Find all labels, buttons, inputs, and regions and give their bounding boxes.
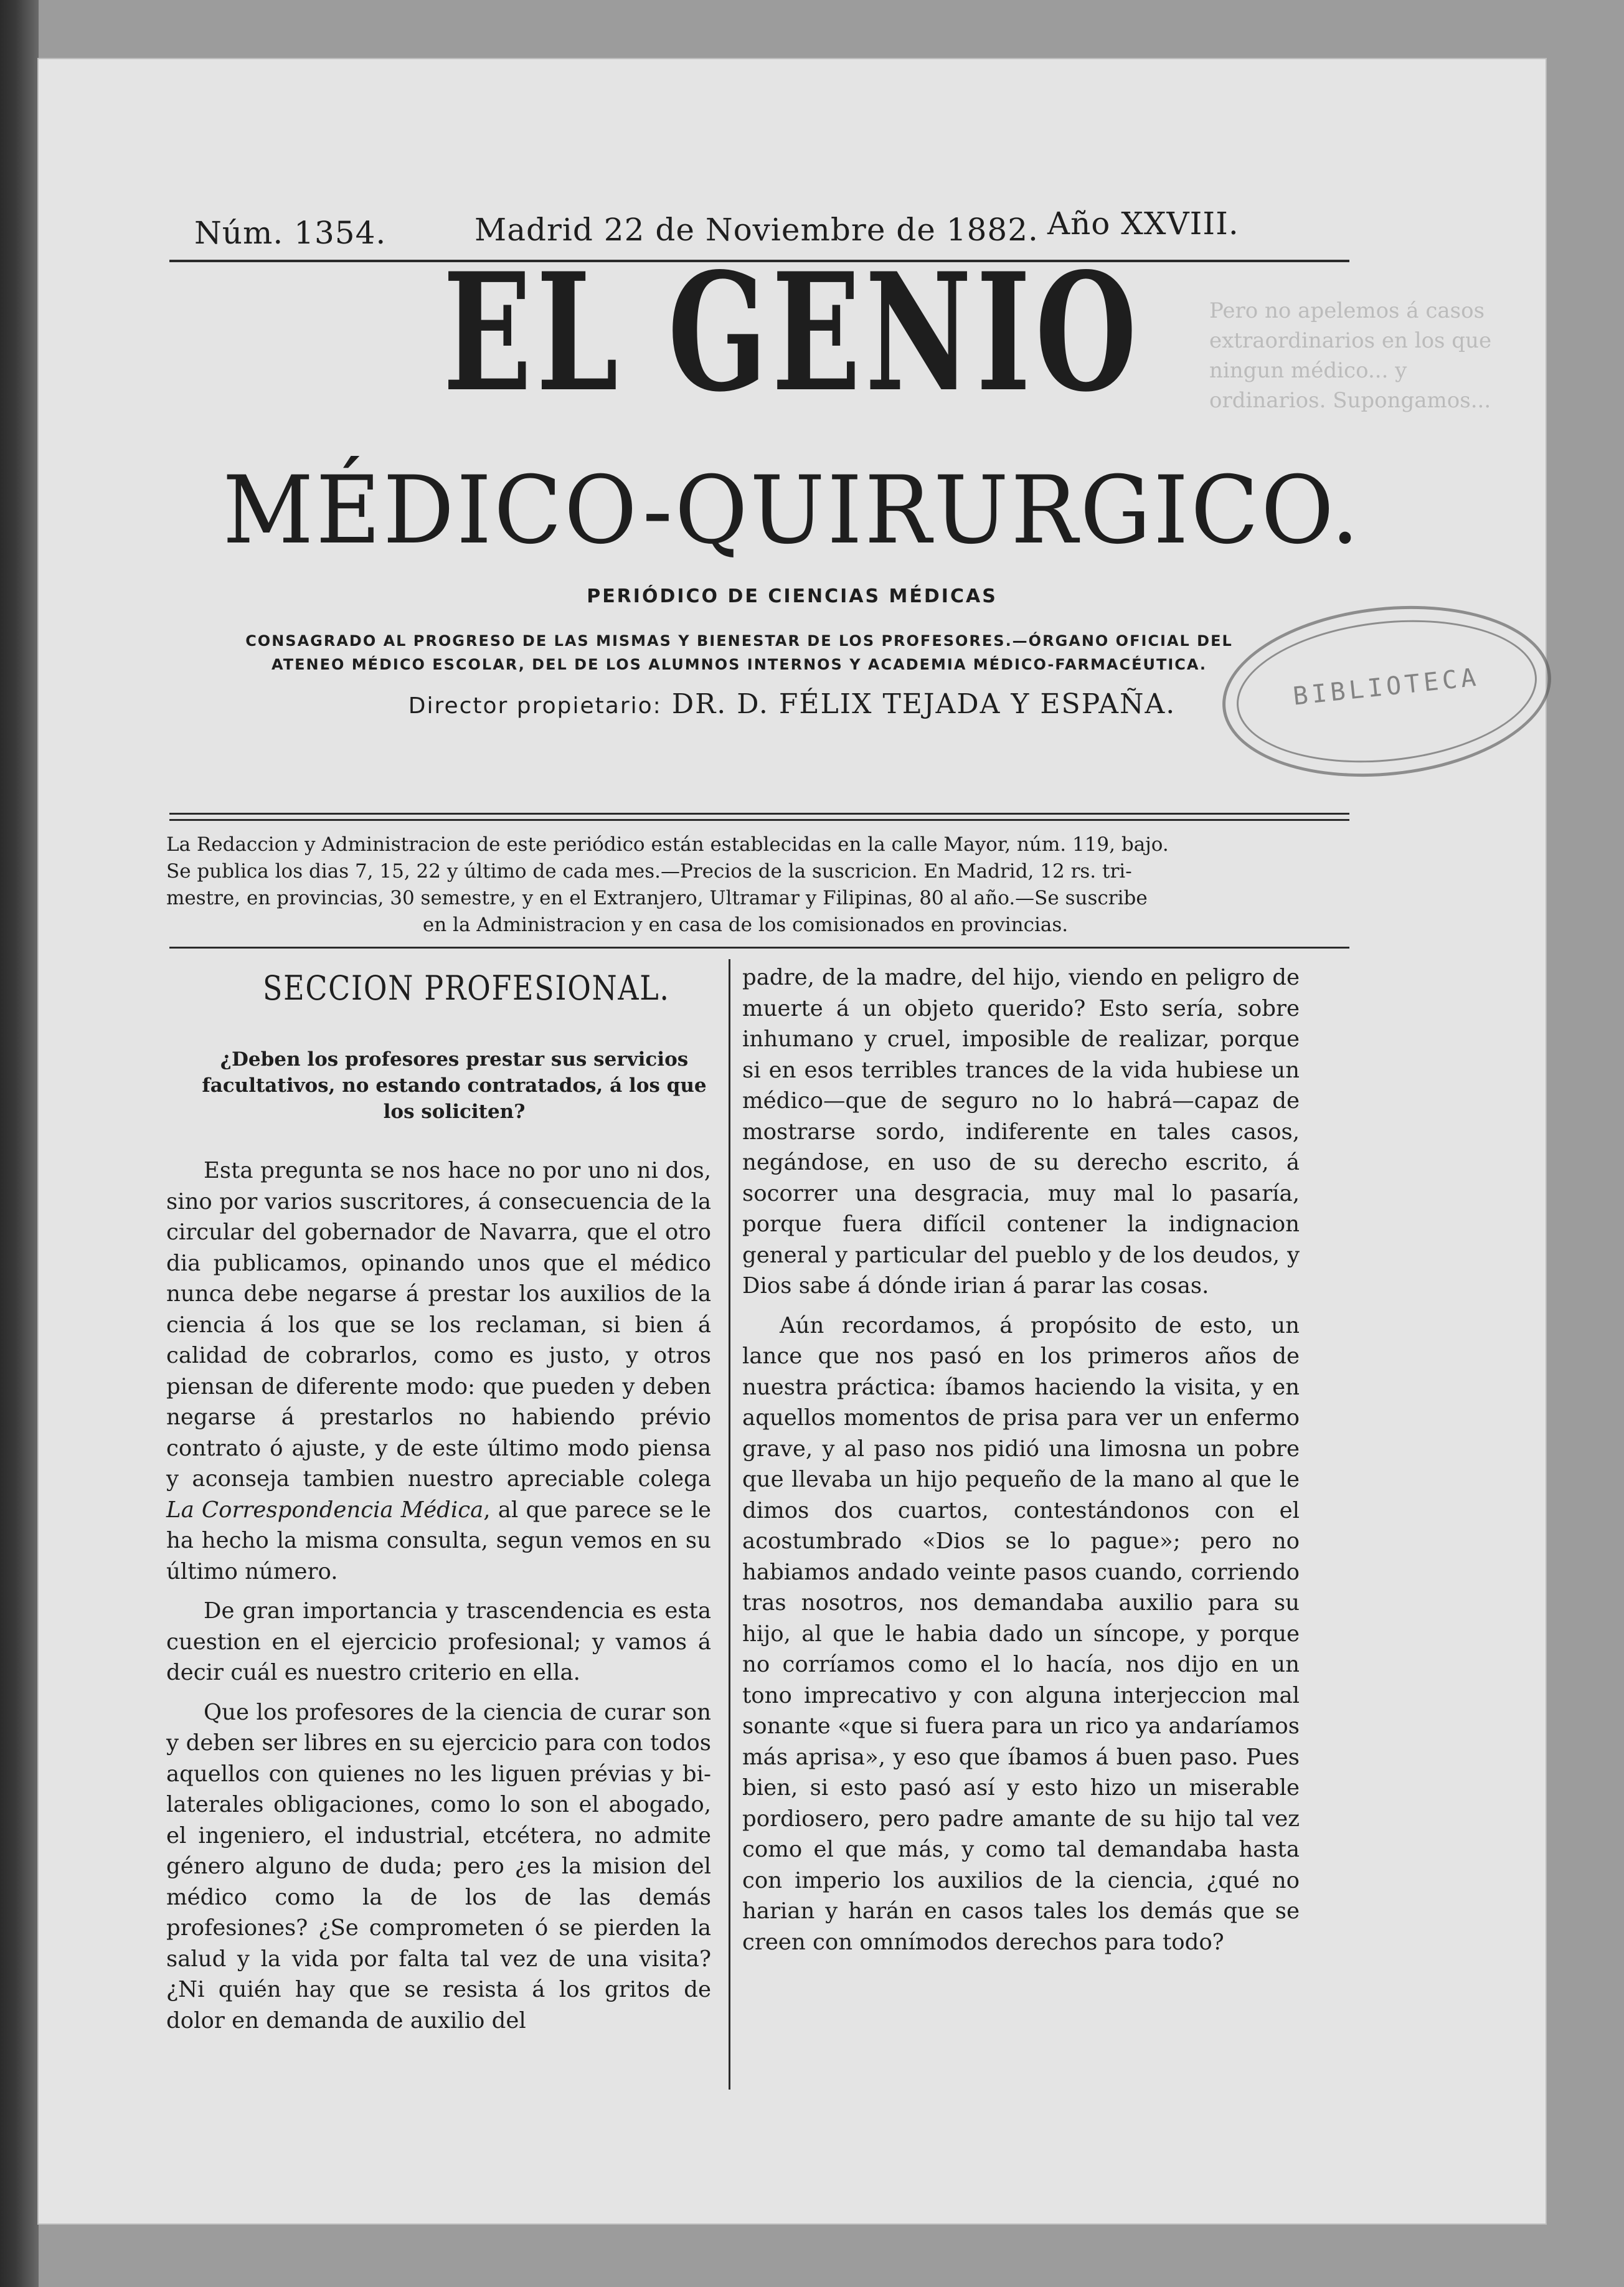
left-column <box>166 1155 711 2036</box>
right-paragraph-2: Aún recordamos, á propósito de esto, un lance que nos pasó en los primeros años de nuestra práctica: íbamos haciendo la visita, y en aquellos momentos de prisa para ver un enfermo grave, y al paso nos pidió una limosna un pobre que llevaba un hijo pequeño de la mano al que le dimos dos cuartos, contestándonos con el acostumbrado «Dios se lo pague»; pero no habiamos andado veinte pasos cuando, corriendo tras nosotros, nos demandaba auxilio para su hijo, al que le habia dado un síncope, y porque no corríamos como el lo hacía, nos dijo en un tono imprecativo y con alguna interjeccion mal sonante «que si fuera para un rico ya andaríamos más aprisa», y eso que íbamos á buen paso. Pues bien, si esto pasó así y esto hizo un miserable pordiosero, pero padre amante de su hijo tal vez como el que más, y como tal demandaba hasta con imperio los auxilios de la ciencia, ¿qué no harian y harán en casos tales los demás que se creen con omnímodos derechos para todo? <box>742 1312 1300 1955</box>
section-heading: SECCION PROFESIONAL. <box>263 968 670 1008</box>
right-column <box>742 962 1300 1958</box>
subscription-notice <box>166 831 1324 939</box>
left-p1-end: , al que parece se le ha hecho la misma consulta, segun vemos en su último número. <box>166 1497 712 1584</box>
notice-line-1: La Redaccion y Administracion de este periódico están establecidas en la calle Mayor, núm. 119, bajo. <box>166 833 1169 856</box>
dedication-line-2: ATENEO MÉDICO ESCOLAR, DEL DE LOS ALUMNOS INTERNOS Y ACADEMIA MÉDICO-FARMACÉUTICA. <box>271 656 1207 673</box>
director-label: Director propietario: <box>408 693 662 719</box>
book-binding-edge <box>0 0 39 2287</box>
right-paragraph-1: padre, de la madre, del hijo, viendo en peligro de muerte á un objeto querido? Esto sería, sobre inhumano y cruel, imposible de realizar, porque si en esos terribles trances de la vida hubiese un médico—que de seguro no lo habrá—capaz de mostrarse sordo, indiferente en tales casos, negándose, en uso de su derecho escrito, á socorrer una desgracia, muy mal lo pasaría, porque fuera difícil contener la indignacion general y particular del pueblo y de los deudos, y Dios sabe á dónde irian á parar las cosas. <box>742 965 1300 1299</box>
notice-line-3: mestre, en provincias, 30 semestre, y en el Extranjero, Ultramar y Filipinas, 80 al año.—Se suscribe <box>166 887 1148 909</box>
left-paragraph-2: De gran importancia y trascendencia es esta cuestion en el ejercicio profesional; y vamos á decir cuál es nuestro criterio en ella. <box>166 1598 711 1685</box>
question-line-2: facultativos, no estando contratados, á los que <box>202 1074 707 1097</box>
issue-year: Año XXVIII. <box>1047 206 1239 242</box>
newspaper-dedication <box>194 629 1284 676</box>
left-paragraph-1 <box>166 1155 711 1587</box>
issue-date: Madrid 22 de Noviembre de 1882. <box>474 212 1039 248</box>
newspaper-title: EL GENIO <box>443 238 1141 428</box>
notice-line-2: Se publica los dias 7, 15, 22 y último de cada mes.—Precios de la suscricion. En Madrid, 12 rs. tri- <box>166 860 1132 883</box>
notice-rule-top-1 <box>169 813 1349 815</box>
notice-rule-top-2 <box>169 819 1349 821</box>
newspaper-page <box>39 59 1546 2223</box>
question-line-3: los soliciten? <box>383 1101 526 1123</box>
column-divider <box>729 959 730 2090</box>
director-name: DR. D. FÉLIX TEJADA Y ESPAÑA. <box>671 688 1176 720</box>
dedication-line-1: CONSAGRADO AL PROGRESO DE LAS MISMAS Y BIENESTAR DE LOS PROFESORES.—ÓRGANO OFICIAL DEL <box>245 632 1233 650</box>
library-stamp <box>1214 590 1559 792</box>
stamp-text: BIBLIOTECA <box>1291 663 1481 711</box>
newspaper-tagline: PERIÓDICO DE CIENCIAS MÉDICAS <box>587 585 998 607</box>
issue-number: Núm. 1354. <box>194 215 387 251</box>
question-line-1: ¿Deben los profesores prestar sus servicios <box>220 1048 689 1071</box>
left-p1-journal: La Correspondencia Médica <box>166 1497 484 1523</box>
left-p1-text: Esta pregunta se nos hace no por uno ni dos, sino por varios suscritores, á consecuencia de la circular del gobernador de Navarra, que el otro dia publicamos, opinando unos que el médico nunca debe negarse á prestar los auxilios de la ciencia á los que se los reclaman, si bien á calidad de cobrarlos, como es justo, y otros piensan de diferente modo: que pueden y deben negarse á prestarlos no habiendo prévio contrato ó ajuste, y de este último modo piensa y aconseja tambien nuestro apreciable colega <box>166 1158 711 1492</box>
left-paragraph-3: Que los profesores de la ciencia de curar son y deben ser libres en su ejercicio para con todos aquellos con quienes no les liguen prévias y bi-laterales obligaciones, como lo son el abogado, el ingeniero, el industrial, etcétera, no admite género alguno de duda; pero ¿es la mision del médico como la de los de las demás profesiones? ¿Se comprometen ó se pierden la salud y la vida por falta tal vez de una visita? ¿Ni quién hay que se resista á los gritos de dolor en demanda de auxilio del <box>166 1699 711 2034</box>
bleed-through-text: Pero no apelemos á casos extraordinarios en los que ningun médico... y ordinarios. Supongamos... <box>1209 298 1492 413</box>
newspaper-subtitle: MÉDICO-QUIRURGICO. <box>222 457 1362 565</box>
notice-line-4: en la Administracion y en casa de los comisionados en provincias. <box>422 914 1069 936</box>
notice-rule-bottom <box>169 947 1349 949</box>
article-question <box>169 1046 739 1125</box>
